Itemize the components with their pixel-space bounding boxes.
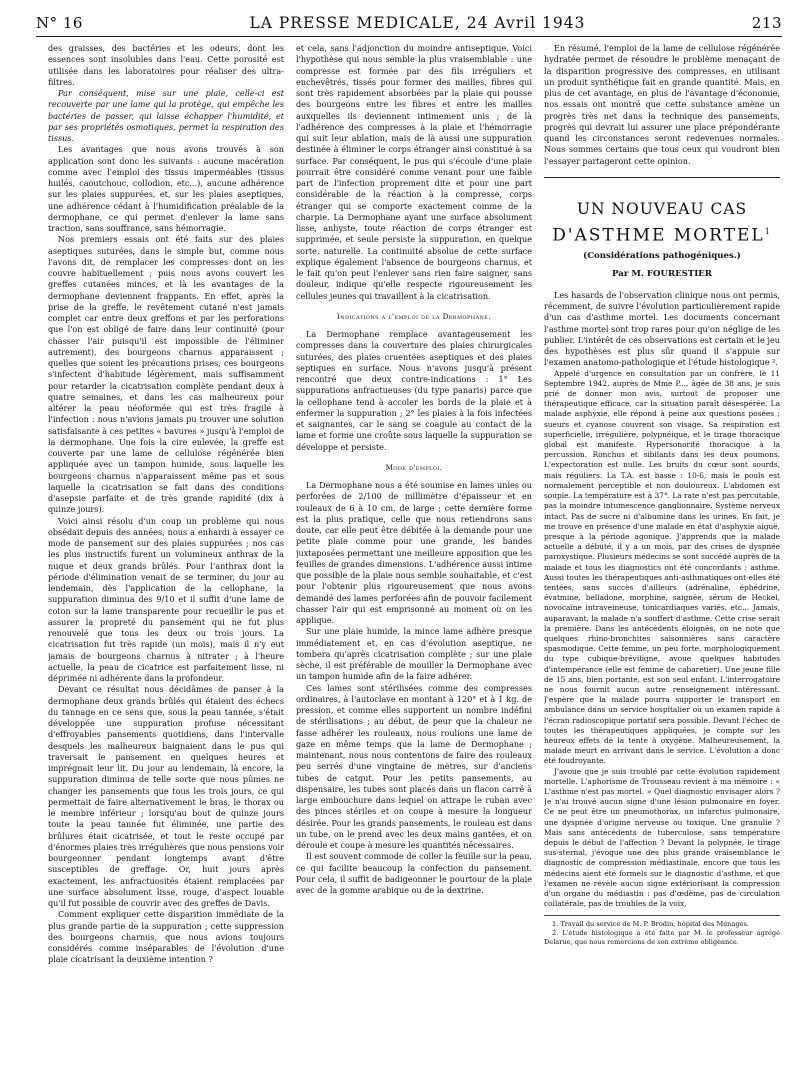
section-divider [544,177,780,178]
paragraph: Par conséquent, mise sur une plaie, celle-ci est recouverte par une lame qui la protège, qui empêche les bactéries de passer, qui laisse échapper l'humidité, et par ses propriétés osmotiques, permet la respiration des tissus. [48,88,284,143]
column-right [544,43,780,1073]
journal-title: LA PRESSE MEDICALE, [249,14,461,32]
paragraph: Voici ainsi résolu d'un coup un problème qui nous obsédait depuis des années, nous a enhardi à essayer ce mode de pansement sur des plaies suppurées ; nos cas les plus instructifs furent un volumineux anthrax de la nuque et deux grands brûlés. Pour l'anthrax dont la période d'élimination venait de se terminer, du jour au lendemain, dès l'application de la cellophane, la suppuration diminua des 9/10 et il suffit d'une lame de coton sur la lame transparente pour recueillir le pus et assurer la propreté du pansement qui ne fut plus renouvelé que tous les deux ou trois jours. La cicatrisation fut très rapide (un mois), mais il n'y eut jamais de bourgeons charnus à nitrater ; à l'heure actuelle, la peau de cicatrice est parfaitement lisse, ni déprimée ni adhérente dans la profondeur. [48,515,284,683]
case-report [544,369,780,910]
running-head [36,14,782,37]
footnote-marker: 1 [764,226,772,236]
paragraph: Devant ce résultat nous décidâmes de panser à la dermophane deux grands brûlés qui étaient des échecs du tannage en ce sens que, sous la peau tannée, s'était développée une suppuration profuse nécessitant d'effroyables pansements quotidiens, dans l'intervalle desquels les malheureux baignaient dans le pus qui traversait le pansement en quelques heures et imprégnait leur lit. Du jour au lendemain, là encore, la suppuration diminua de telle sorte que nous pûmes ne changer les pansements que tous les trois jours, ce qui permettait de faire alternativement le bras, le thorax ou le membre inférieur ; lorsqu'au bout de quinze jours toute la peau tannée fut éliminée, une partie des brûlures était cicatrisée, et tout le reste occupé par d'énormes plaies très irrégulières que nous pensions voir bourgeonner pendant longtemps avant d'être susceptibles de greffage. Or, huit jours après exactement, les anfractuosités étaient remplacées par une surface absolument lisse, rouge, d'aspect louable qu'il fut possible de couvrir avec des greffes de Davis. [48,684,284,908]
article-title-text: D'ASTHME MORTEL [552,225,765,246]
paragraph: Les avantages que nous avons trouvés à son application sont donc les suivants : aucune macération comme avec l'emploi des tissus imperméables (tissus huilés, caoutchouc, collodion, etc...), aucune adhérence sur les plaies suppurées, et, sur les plaies aseptiques, une adhérence cédant à l'humidification préalable de la dermophane, ce qui permet d'enlever la lame sans traction, sans souffrance, sans hémorragie. [48,144,284,233]
footnote: 2. L'étude histologique a été faite par M. le professeur agrégé Delarue, que nous remercions de son extrême obligeance. [544,929,780,947]
article-author: Par M. FOURESTIER [612,268,712,279]
section-heading-mode: Mode d'emploi. [385,462,443,472]
text-columns [48,43,782,1073]
article-heading [544,198,780,280]
paragraph: Nos premiers essais ont été faits sur des plaies aseptiques suturées, dans le simple but, comme nous l'avons dit, de remplacer les compresses dont on les couvre habituellement ; puis nous avons couvert les greffes cutanées minces, et là les avantages de la dermophane deviennent frappants. En effet, après la prise de la greffe, le revêtement cutané n'est jamais complet car entre deux greffons et par les perforations que l'on est obligé de faire dans leur continuité (pour chasser l'air puisqu'il est impossible de l'éliminer autrement), des bourgeons charnus apparaissent ; quelles que soient les précautions prises, ces bourgeons s'infectent d'habitude légèrement, mais suffisamment pour retarder la cicatrisation complète pendant deux à quatre semaines, et dans les cas malheureux pour altérer la peau néoformée qui est très fragile à l'infection : nous n'avions jamais pu trouver une solution satisfaisante à ces petites « bavures » jusqu'à l'emploi de la dermophane. Une fois la cire enlevée, la greffe est couverte par une lame de cellulose régénérée bien appliquée avec un tampon humide, sous laquelle les bourgeons charnus n'apparaissent même pas et sous laquelle la cicatrisation se fait dans des conditions d'asepsie parfaite et de très grande rapidité (dix à quinze jours). [48,234,284,515]
paragraph: En résumé, l'emploi de la lame de cellulose régénérée hydratée permet de résoudre le problème menaçant de la disparition progressive des compresses, en utilisant un produit synthétique fait en grande quantité. Mais, en plus de cet avantage, en plus de l'avantage d'économie, nos essais ont montré que cette substance amène un progrès très net dans la technique des pansements, progrès qui devrait lui assurer une place prépondérante quand les circonstances seront redevenues normales. Nous sommes certains que tous ceux qui voudront bien l'essayer partageront cette opinion. [544,43,780,166]
paragraph: La Dermophane remplace avantageusement les compresses dans la couverture des plaies chirurgicales suturées, des plaies cruentées aseptiques et des plaies septiques en surface. Nous n'avons jusqu'à présent rencontré que deux contre-indications : 1° Les suppurations anfractueuses (du type panaris) parce que la cellophane tend à accoler les bords de la plaie et à enfermer la suppuration ; 2° les plaies à la fois infectées et saignantes, car le sang se coagule au contact de la lame et forme une croûte sous laquelle la suppuration se développe et persiste. [296,329,532,452]
issue-date: 24 Avril 1943 [466,14,586,32]
paragraph: Appelé d'urgence en consultation par un confrère, le 11 Septembre 1942, auprès de Mme P..., âgée de 38 ans, je suis prié de donner mon avis, surtout de proposer une thérapeutique efficace, car la situation paraît désespérée. La malade asphyxie, elle répond à peine aux questions posées ; sueurs et cyanose couvrent son visage. Sa respiration est superficielle, irrégulière, polypnéique, et le tirage thoracique global est manifeste. Hypersonorité thoracique à la percussion. Ronchus et sibilants dans les deux poumons. L'expectoration est nulle. Les bruits du cœur sont sourds, mais réguliers. La T.A. est basse : 10-6, mais le pouls est normalement perceptible et non douloureux. L'abdomen est souple. La température est à 37°. La rate n'est pas percutable, pas la moindre intumescence ganglionnaire. Système nerveux intact. Pas de sucre ni d'albumine dans les urines. En fait, je me trouve en présence d'une malade en état d'asphyxie aiguë, presque à la période agonique. J'apprends que la malade actuelle a débuté, il y a un mois, par des crises de dyspnée paroxystique. Plusieurs médecins se sont succédé auprès de la malade et tous les diagnostics ont été concordants : asthme. Aussi toutes les thérapeutiques anti-asthmatiques ont-elles été tentées, sans succès d'ailleurs (adrénaline, éphédrine, évatmine, belladone, morphine, saignée, sérum de Heckel, novocaïne intraveineuse, tonicardiaques variés, etc... Jamais, auparavant, la malade n'a souffert d'asthme. Cette crise serait la première. Dans les antécédents éloignés, on ne note que quelques rhino-bronchites saisonnières sans caractère spasmodique. Cette femme, un peu forte, morphologiquement du type cubique-bréviligne, avoue quelques habitudes d'intempérance (elle est femme de cabaretier). Une jeune fille de 15 ans, bien portante, est son seul enfant. L'interrogatoire ne nous fournit aucun autre renseignement intéressant. J'espère que la malade pourra supporter le transport en ambulance dans un service hospitalier où un examen rapide à l'écran radioscopique portatif sera possible. Devant l'échec de toutes les thérapeutiques appliquées, je compte sur les heureux effets de la tente à oxygène. Malheureusement, la malade meurt en arrivant dans le service. L'évolution a donc été foudroyante. [544,368,780,766]
paragraph: Ces lames sont stérilisées comme des compresses ordinaires, à l'autoclave en montant à 120° et à 1 kg. de pression, et comme elles supportent un nombre indéfini de stérilisations ; au début, de peur que la chaleur ne fasse adhérer les rouleaux, nous roulions une lame de gaze en même temps que la lame de Dermophane ; maintenant, nous nous contentons de faire des rouleaux peu serrés d'une vingtaine de mètres, sur d'anciens tubes de catgut. Pour les petits pansements, au dispensaire, les tubes sont placés dans un flacon carré à large embouchure dans lequel on attrape le ruban avec des pinces stériles et on coupe à mesure la longueur désirée. Pour les grands pansements, le rouleau est dans un tube, on le prend avec les deux mains gantées, et on déroule et coupe à mesure les quantités nécessaires. [296,682,532,850]
paragraph: La Dermophane nous a été soumise en lames unies ou perforées de 2/100 de millimètre d'épaisseur et en rouleaux de 6 à 10 cm. de large ; cette dernière forme est la plus pratique, celle que nous retiendrons sans doute, car elle peut être débitée à la demande pour une petite plaie comme pour une grande, les bandes juxtaposées permettant une meilleure apposition que les feuilles de grandes dimensions. L'adhérence aussi intime que possible de la plaie nous semble souhaitable, et c'est pour l'obtenir plus rigoureusement que nous avons demandé des lames perforées afin de pouvoir facilement chasser l'air qui est emprisonné au moment où on les applique. [296,480,532,625]
paragraph: Sur une plaie humide, la mince lame adhère presque immédiatement et, en cas d'évolution aseptique, ne tombera qu'après cicatrisation complète ; sur une plaie sèche, il est préférable de mouiller la Dermophane avec un tampon humide afin de la faire adhérer. [296,626,532,682]
paragraph: des graisses, des bactéries et les odeurs, dont les essences sont insolubles dans l'eau. Cette porosité est utilisée dans les laboratoires pour réaliser des ultra-filtres. [48,43,284,87]
article-title-line2 [544,220,780,248]
journal-title-date [249,14,585,32]
article-subtitle: (Considérations pathogéniques.) [583,251,741,262]
page-number: 213 [751,14,782,32]
article-title-line1: UN NOUVEAU CAS [576,199,748,218]
column-left [48,43,284,1073]
issue-number: N° 16 [36,14,83,32]
paragraph: et cela, sans l'adjonction du moindre antiseptique. Voici l'hypothèse qui nous semble la plus vraisemblable : une compresse est formée par des fils irréguliers et enchevêtrés, tissés pour former des mailles, fibres qui sont très rapidement absorbées par la plaie qui pousse des bourgeons entre les fibres et entre les mailles auxquelles ils deviennent intimement unis ; de là l'adhérence des compresses à la plaie et l'hémorragie qui suit leur ablation, mais de là aussi une suppuration destinée à éliminer le corps étranger ainsi constitué à sa surface. Par conséquent, le pus qui s'écoule d'une plaie pourrait être considéré comme venant pour une faible part de l'infection proprement dite et pour une part considérable de la réaction à la compresse, corps étranger qui se comporte exactement comme de la charpie. La Dermophane ayant une surface absolument lisse, anhyste, toute réaction de corps étranger est supprimée, et seule persiste la suppuration, en quelque sorte, naturelle. La continuité absolue de cette surface explique également l'absence de bourgeons charnus, et le fait qu'on peut l'enlever sans rien faire saigner, sans douleur, indique qu'elle respecte rigoureusement les cellules jeunes qui travaillent à la cicatrisation. [296,43,532,301]
section-heading-indications: Indications a l'emploi de la Dermophane. [336,311,492,321]
footnotes [544,915,780,947]
paragraph: J'avoue que je suis troublé par cette évolution rapidement mortelle. L'aphorisme de Trousseau revient à ma mémoire : « L'asthme n'est pas mortel. » Quel diagnostic envisager alors ? Je n'ai trouvé aucun signe d'une lésion pulmonaire en foyer. Ce ne peut être un pneumothorax, un infarctus pulmonaire, une dyspnée d'origine nerveuse ou toxique. Une granulie ? Mais sans antécédents de tuberculose, sans température depuis le début de l'affection ? Devant la polypnée, le tirage sus-sternal, j'évoque une des plus grande vraisemblance le diagnostic de compression médiastinale, encore que tous les médecins aient été formels sur le diagnostic d'asthme, et que l'examen ne révèle aucun signe extériorisant la compression d'un organe du médiastin : pas d'œdème, pas de circulation collatérale, pas de troubles de la voix, [544,766,780,909]
footnote: 1. Travail du service de M. P. Brodin, hôpital des Ménages. [552,920,749,929]
paragraph: Comment expliquer cette disparition immédiate de la plus grande partie de la suppuration ; cette suppression des bourgeons charnus, que nous avions toujours considérés comme inséparables de l'évolution d'une plaie cicatrisant la deuxième intention ? [48,909,284,965]
paragraph: Il est souvent commode de coller la feuille sur la peau, ce qui facilite beaucoup la confection du pansement. Pour cela, il suffit de badigeonner le pourtour de la plaie avec de la gomme arabique ou de la dextrine. [296,851,532,895]
paragraph: Les hasards de l'observation clinique nous ont permis, récemment, de suivre l'évolution particulièrement rapide d'un cas d'asthme mortel. Les documents concernant l'asthme mortel sont trop rares pour qu'on néglige de les publier. L'intérêt de ces observations est certain et le jeu des hypothèses est plus sûr quand il s'appuie sur l'examen anatomo-pathologique et l'étude histologique ². [544,289,780,368]
column-middle [296,43,532,1073]
